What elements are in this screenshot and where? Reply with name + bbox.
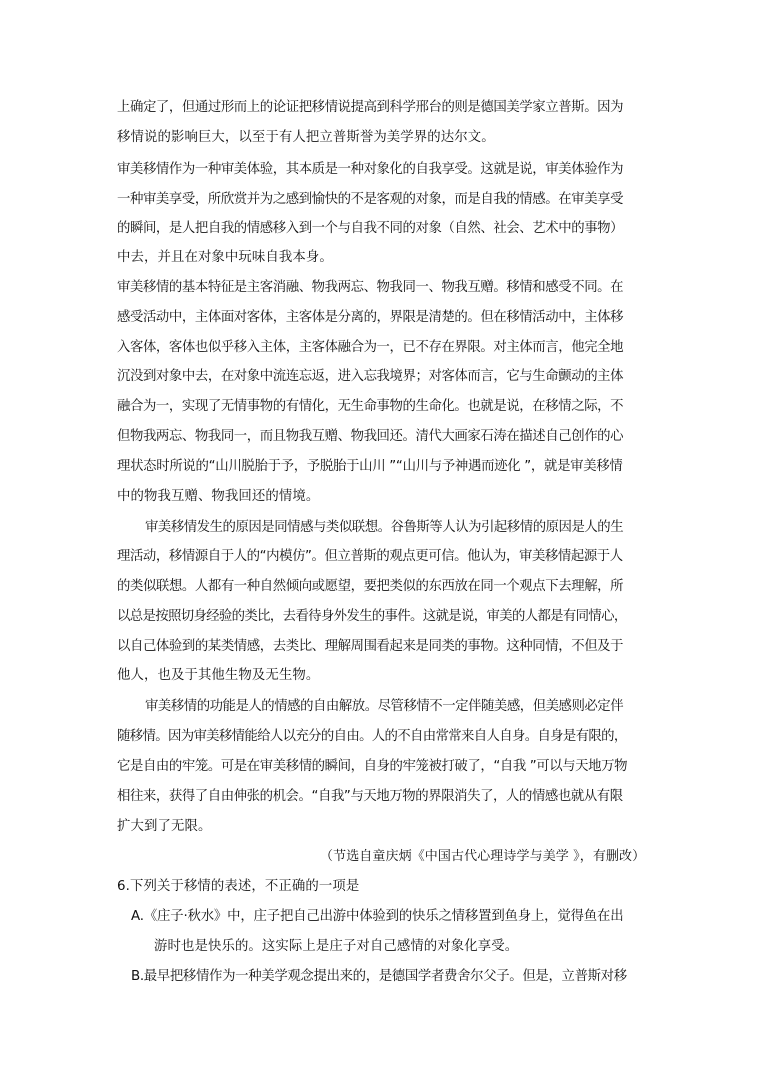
text-line: 的类似联想。人都有一种自然倾向或愿望，要把类似的东西放在同一个观点下去理解，所 [117, 579, 624, 594]
text-line: 随移情。因为审美移情能给人以充分的自由。人的不自由常常来自人自身。自身是有限的， [117, 729, 627, 744]
text-line: 感受活动中，主体面对客体，主客体是分离的，界限是清楚的。但在移情活动中，主体移 [117, 310, 624, 325]
paragraph-start: 审美移情作为一种审美体验，其本质是一种对象化的自我享受。这就是说，审美体验作为 [117, 162, 624, 177]
text-line: 中的物我互赠、物我回还的情境。 [117, 489, 320, 504]
paragraph-start: 审美移情的基本特征是主客消融、物我两忘、物我同一、物我互赠。移情和感受不同。在 [117, 280, 624, 295]
text-line: 相往来，获得了自由伸张的机会。“自我”与天地万物的界限消失了，人的情感也就从有限 [117, 789, 623, 804]
text-line: 理活动，移情源自于人的“内模仿”。但立普斯的观点更可信。他认为，审美移情起源于人 [117, 549, 623, 564]
source-citation: （节选自童庆炳《中国古代心理诗学与美学 》，有删改） [320, 849, 646, 864]
question-stem: 6.下列关于移情的表述，不正确的一项是 [117, 879, 360, 894]
option-b: B.最早把移情作为一种美学观念提出来的，是德国学者费舍尔父子。但是，立普斯对移 [131, 969, 627, 984]
text-line: 沉没到对象中去，在对象中流连忘返，进入忘我境界；对客体而言，它与生命颤动的主体 [117, 369, 624, 384]
option-a-continued: 游时也是快乐的。这实际上是庄子对自己感情的对象化享受。 [154, 939, 519, 954]
text-line: 中去，并且在对象中玩味自我本身。 [117, 250, 333, 265]
text-line: 他人，也及于其他生物及无生物。 [117, 668, 320, 683]
paragraph-start: 审美移情的功能是人的情感的自由解放。尽管移情不一定伴随美感，但美感则必定伴 [145, 699, 624, 714]
text-line: 融合为一，实现了无情事物的有情化，无生命事物的生命化。也就是说，在移情之际，不 [117, 399, 624, 414]
text-line: 的瞬间，是人把自我的情感移入到一个与自我不同的对象（自然、社会、艺术中的事物） [117, 221, 624, 236]
text-line: 以总是按照切身经验的类比，去看待身外发生的事件。这就是说，审美的人都是有同情心， [117, 609, 627, 624]
text-line: 扩大到了无限。 [117, 819, 212, 834]
paragraph-start: 审美移情发生的原因是同情感与类似联想。谷鲁斯等人认为引起移情的原因是人的生 [145, 520, 624, 535]
text-line: 理状态时所说的“山川脱胎于予，予脱胎于山川 ”“山川与予神遇而迹化 ”，就是审美移情 [117, 459, 623, 474]
text-line: 一种审美享受，所欣赏并为之感到愉快的不是客观的对象，而是自我的情感。在审美享受 [117, 192, 624, 207]
text-line: 但物我两忘、物我同一，而且物我互赠、物我回还。清代大画家石涛在描述自己创作的心 [117, 429, 624, 444]
text-line: 以自己体验到的某类情感，去类比、理解周围看起来是同类的事物。这种同情，不但及于 [117, 639, 624, 654]
option-a: A.《庄子·秋水》中，庄子把自己出游中体验到的快乐之情移置到鱼身上，觉得鱼在出 [131, 909, 624, 924]
text-line: 它是自由的牢笼。可是在审美移情的瞬间，自身的牢笼被打破了，“自我 ”可以与天地万物 [117, 759, 628, 774]
text-line: 入客体，客体也似乎移入主体，主客体融合为一，已不存在界限。对主体而言，他完全地 [117, 340, 624, 355]
text-line: 移情说的影响巨大，以至于有人把立普斯誉为美学界的达尔文。 [117, 130, 495, 145]
text-line: 上确定了，但通过形而上的论证把移情说提高到科学邢台的则是德国美学家立普斯。因为 [117, 100, 624, 115]
